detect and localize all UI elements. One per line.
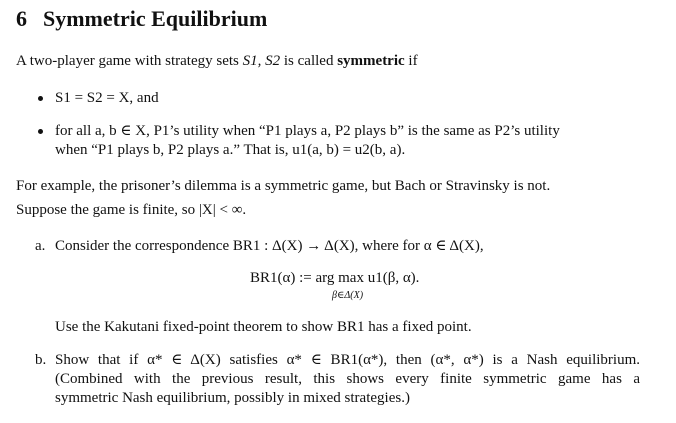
bullet-marker: [38, 129, 43, 134]
paragraph-line-1: For example, the prisoner’s dilemma is a symmetric game, but Bach or Stravinsky is not.: [16, 178, 551, 194]
br-formula: [250, 270, 420, 301]
paragraph-line-2: Suppose the game is finite, so |X| < ∞.: [16, 202, 247, 218]
bullet-item-1: S1 = S2 = X, and: [55, 90, 159, 106]
part-b-label: b.: [35, 352, 47, 368]
intro-suffix: if: [404, 53, 418, 69]
part-a-line-2: Use the Kakutani fixed-point theorem to show BR1 has a fixed point.: [55, 319, 472, 335]
intro-sentence: [16, 52, 418, 71]
bullet-marker: [38, 96, 43, 101]
part-b-line-1: Show that if α* ∈ Δ(X) satisfies α* ∈ BR1(α*), then (α*, α*) is a Nash equilibrium.: [55, 352, 640, 368]
intro-term: symmetric: [337, 53, 405, 69]
part-b-line-2: (Combined with the previous result, this shows every finite symmetric game has a: [55, 371, 640, 387]
intro-middle: is called: [280, 53, 338, 69]
bullet-item-2-line-1: for all a, b ∈ X, P1’s utility when “P1 plays a, P2 plays b” is the same as P2’s utility: [55, 123, 560, 139]
section-number: 6: [16, 6, 27, 31]
section-title: Symmetric Equilibrium: [43, 6, 268, 31]
part-a-label: a.: [35, 238, 46, 254]
part-a-line-1: Consider the correspondence BR1 : Δ(X) → Δ(X), where for α ∈ Δ(X),: [55, 238, 484, 254]
br-formula-subscript: β∈Δ(X): [332, 290, 364, 301]
intro-sets: S1, S2: [242, 53, 281, 69]
part-b-line-3: symmetric Nash equilibrium, possibly in mixed strategies.): [55, 390, 410, 406]
bullet-item-2-line-2: when “P1 plays b, P2 plays a.” That is, u1(a, b) = u2(b, a).: [55, 142, 406, 158]
intro-prefix: A two-player game with strategy sets: [16, 53, 243, 69]
section-heading: [16, 6, 267, 32]
br-formula-text: BR1(α) := arg max u1(β, α).: [250, 270, 420, 286]
